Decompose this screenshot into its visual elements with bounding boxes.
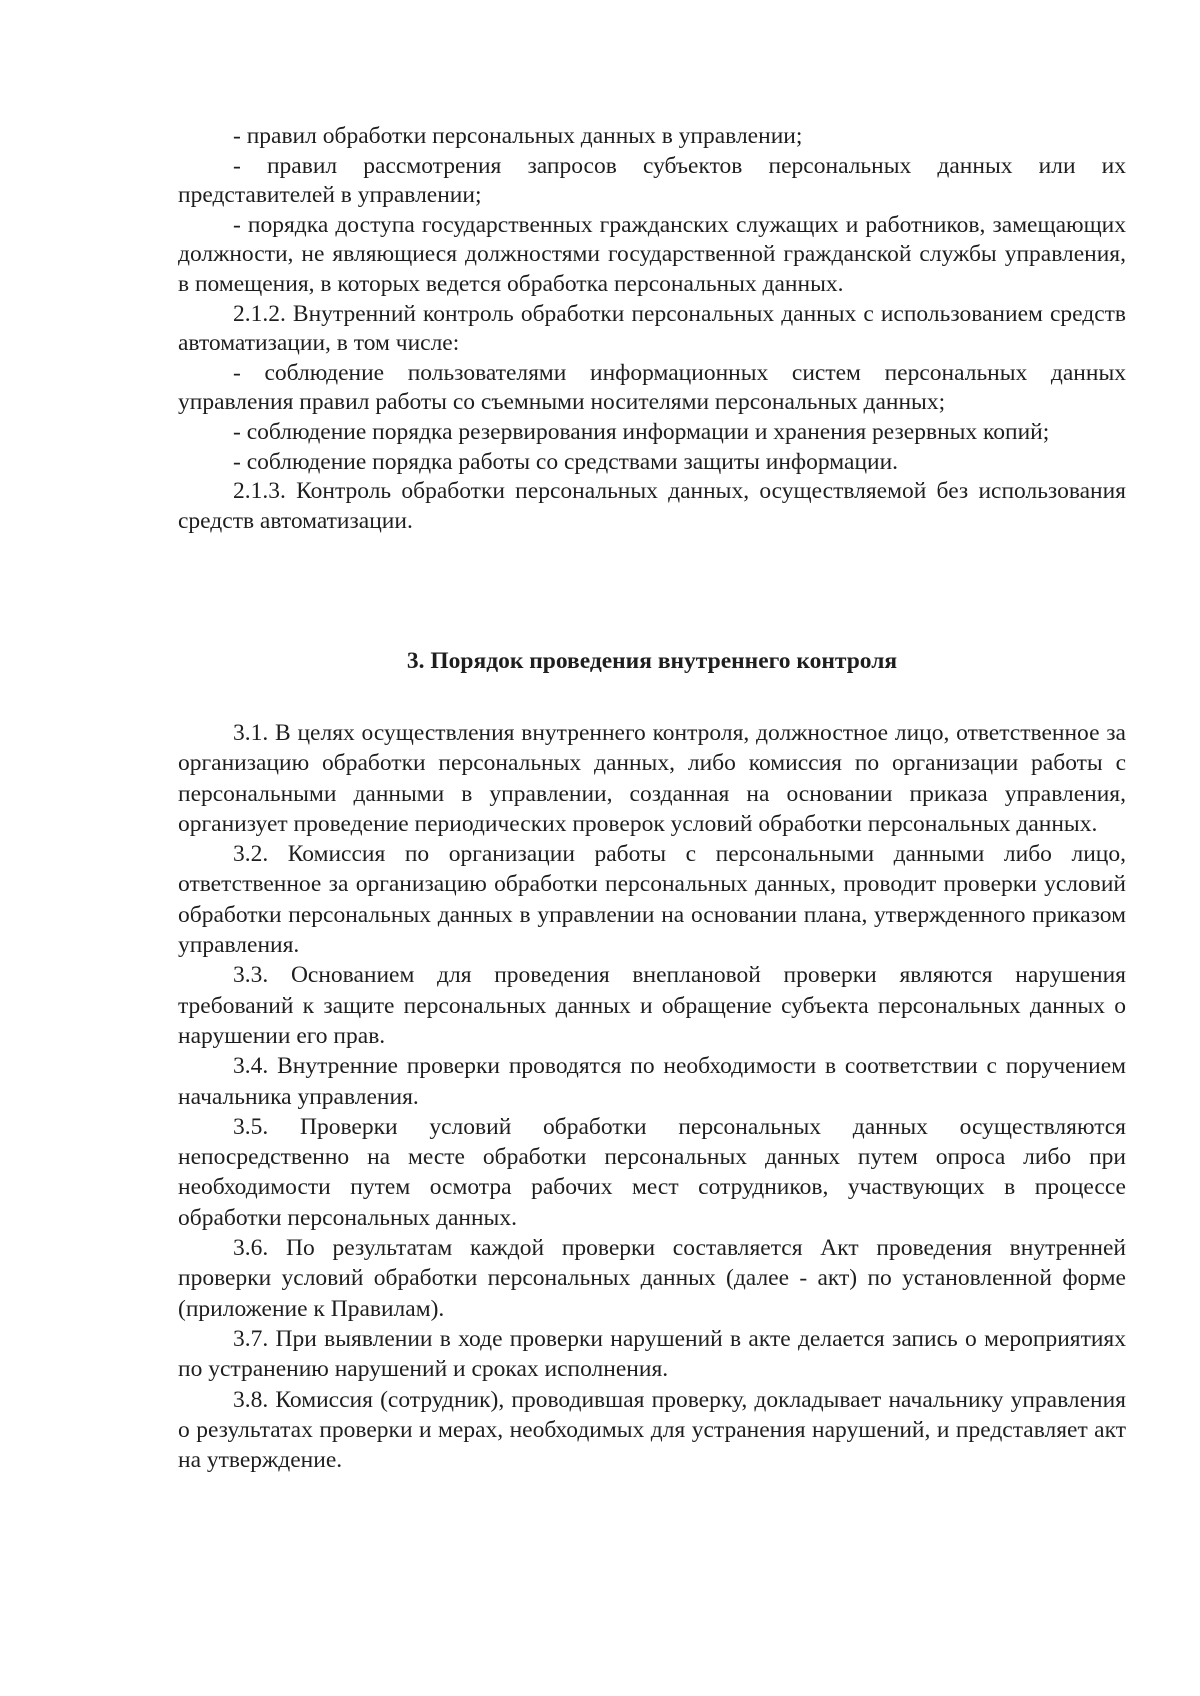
paragraph-3-6: 3.6. По результатам каждой проверки составляется Акт проведения внутренней проверки условий обработки персональных данных (далее - акт) по установленной форме (приложение к Правилам). <box>178 1235 1126 1322</box>
upper-text-block <box>178 122 1126 536</box>
paragraph-3-3: 3.3. Основанием для проведения внеплановой проверки являются нарушения требований к защите персональных данных и обращение субъекта персональных данных о нарушении его прав. <box>178 962 1126 1049</box>
paragraph-backup: - соблюдение порядка резервирования информации и хранения резервных копий; <box>233 418 1050 445</box>
paragraph-rules-requests: - правил рассмотрения запросов субъектов персональных данных или их представителей в управлении; <box>178 152 1126 209</box>
paragraph-rules-processing: - правил обработки персональных данных в управлении; <box>233 123 803 149</box>
paragraph-3-7: 3.7. При выявлении в ходе проверки нарушений в акте делается запись о мероприятиях по устранению нарушений и сроках исполнения. <box>178 1325 1126 1383</box>
paragraph-2-1-2: 2.1.2. Внутренний контроль обработки персональных данных с использованием средств автоматизации, в том числе: <box>178 300 1126 357</box>
paragraph-3-5: 3.5. Проверки условий обработки персональных данных осуществляются непосредственно на месте обработки персональных данных путем опроса либо при необходимости путем осмотра рабочих мест сотрудников, участвующих в процессе обработки персональных данных. <box>178 1113 1126 1231</box>
paragraph-2-1-3: 2.1.3. Контроль обработки персональных данных, осуществляемой без использования средств автоматизации. <box>178 478 1126 534</box>
paragraph-3-4: 3.4. Внутренние проверки проводятся по необходимости в соответствии с поручением начальника управления. <box>178 1053 1126 1110</box>
section-heading: 3. Порядок проведения внутреннего контроля <box>406 648 898 674</box>
paragraph-removable-media: - соблюдение пользователями информационных систем персональных данных управления правил работы со съемными носителями персональных данных; <box>178 359 1126 416</box>
paragraph-3-2: 3.2. Комиссия по организации работы с персональными данными либо лицо, ответственное за организацию обработки персональных данных, проводит проверки условий обработки персональных данных в управлении на основании плана, утвержденного приказом управления. <box>178 841 1126 959</box>
paragraph-3-8: 3.8. Комиссия (сотрудник), проводившая проверку, докладывает начальнику управления о результатах проверки и мерах, необходимых для устранения нарушений, и представляет акт на утверждение. <box>178 1386 1126 1474</box>
section-3-text-block <box>178 718 1126 1475</box>
paragraph-protection-tools: - соблюдение порядка работы со средствами защиты информации. <box>233 448 899 475</box>
paragraph-3-1: 3.1. В целях осуществления внутреннего контроля, должностное лицо, ответственное за организацию обработки персональных данных, либо комиссия по организации работы с персональными данными в управлении, созданная на основании приказа управления, организует проведение периодических проверок условий обработки персональных данных. <box>178 720 1126 837</box>
paragraph-access-order: - порядка доступа государственных гражданских служащих и работников, замещающих должности, не являющиеся должностями государственной гражданской службы управления, в помещения, в которых ведется обработка персональных данных. <box>178 211 1126 297</box>
